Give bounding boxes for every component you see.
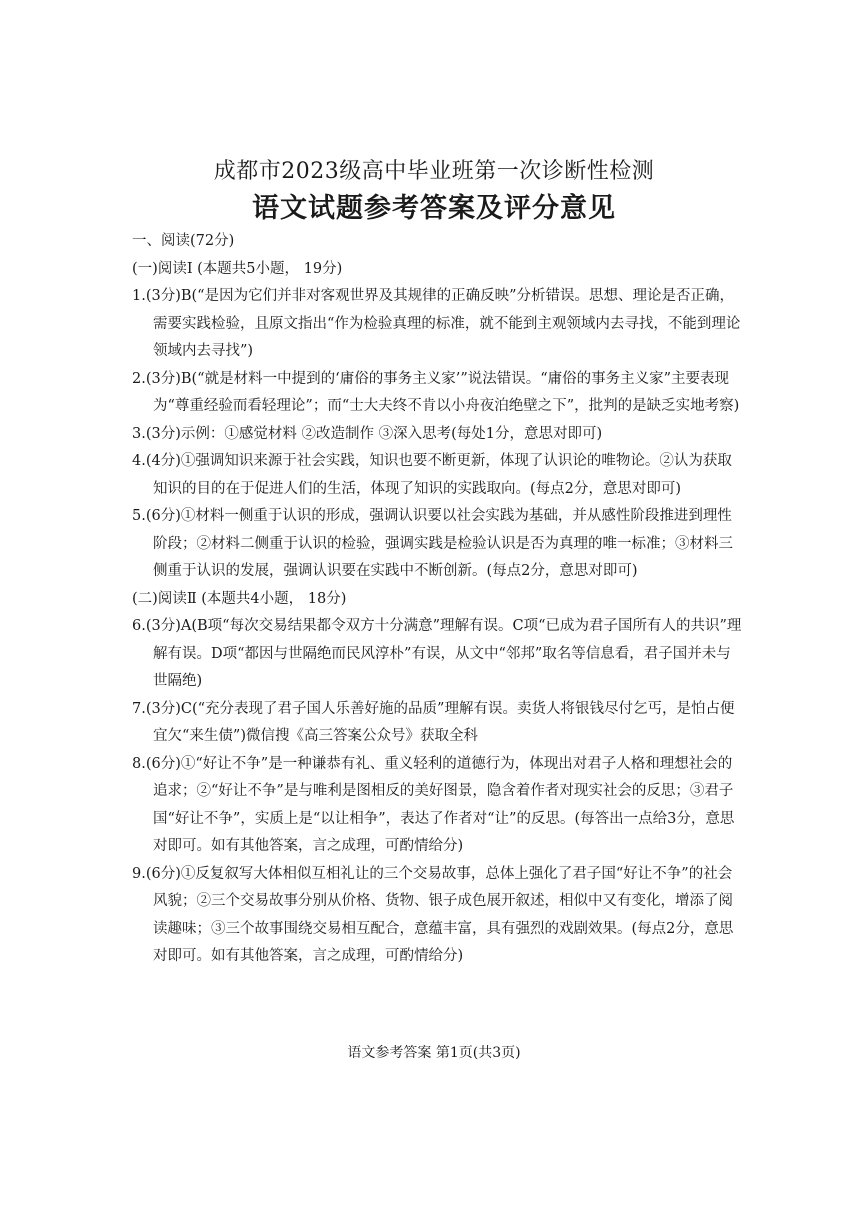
- answer-item-4: 4.(4分)①强调知识来源于社会实践，知识也要不断更新，体现了认识论的唯物论。②认为获取知识的目的在于促进人们的生活，体现了知识的实践取向。(每点2分，意思对即可): [132, 453, 732, 497]
- answer-item-8: 8.(6分)①“好让不争”是一种谦恭有礼、重义轻利的道德行为，体现出对君子人格和理想社会的追求；②“好让不争”是与唯利是图相反的美好图景，隐含着作者对现实社会的反思；③君子国“好让不争”，实质上是“以让相争”，表达了作者对“让”的反思。(每答出一点给3分，意思对即可。如有其他答案，言之成理，可酌情给分): [132, 755, 735, 854]
- document-title: 语文试题参考答案及评分意见: [252, 193, 616, 224]
- answer-item-5: 5.(6分)①材料一侧重于认识的形成，强调认识要以社会实践为基础，并从感性阶段推进到理性阶段；②材料二侧重于认识的检验，强调实践是检验认识是否为真理的唯一标准；③材料三侧重于认识的发展，强调认识要在实践中不断创新。(每点2分，意思对即可): [132, 508, 733, 579]
- answer-item-1: 1.(3分)B(“是因为它们并非对客观世界及其规律的正确反映”分析错误。思想、理论是否正确，需要实践检验，且原文指出“作为检验真理的标准，就不能到主观领域内去寻找，不能到理论领域内去寻找”): [132, 288, 741, 359]
- section-heading-reading: 一、阅读(72分): [132, 233, 235, 249]
- answer-item-7: 7.(3分)C(“充分表现了君子国人乐善好施的品质”理解有误。卖货人将银钱尽付乞丐，是怕占便宜欠“来生债”)微信搜《高三答案公众号》获取全科: [132, 700, 735, 744]
- exam-title: 成都市2023级高中毕业班第一次诊断性检测: [213, 159, 655, 184]
- answer-item-3: 3.(3分)示例：①感觉材料 ②改造制作 ③深入思考(每处1分，意思对即可): [132, 425, 603, 442]
- subsection-heading-reading-1: (一)阅读Ⅰ (本题共5小题， 19分): [132, 260, 343, 277]
- answer-item-6: 6.(3分)A(B项“每次交易结果都令双方十分满意”理解有误。C项“已成为君子国所有人的共识”理解有误。D项“都因与世隔绝而民风淳朴”有误，从文中“邻邦”取名等信息看，君子国并未与世隔绝): [132, 618, 742, 689]
- subsection-heading-reading-2: (二)阅读Ⅱ (本题共4小题， 18分): [132, 590, 347, 607]
- page-footer: 语文参考答案 第1页(共3页): [347, 1045, 521, 1061]
- answer-item-2: 2.(3分)B(“就是材料一中提到的‘庸俗的事务主义家’”说法错误。“庸俗的事务主义家”主要表现为“尊重经验而看轻理论”；而“士大夫终不肯以小舟夜泊绝壁之下”，批判的是缺乏实地考察): [132, 370, 740, 414]
- answer-content: [132, 228, 742, 971]
- answer-item-9: 9.(6分)①反复叙写大体相似互相礼让的三个交易故事，总体上强化了君子国“好让不争”的社会风貌；②三个交易故事分别从价格、货物、银子成色展开叙述，相似中又有变化，增添了阅读趣味；③三个故事围绕交易相互配合，意蕴丰富，具有强烈的戏剧效果。(每点2分，意思对即可。如有其他答案，言之成理，可酌情给分): [132, 865, 734, 964]
